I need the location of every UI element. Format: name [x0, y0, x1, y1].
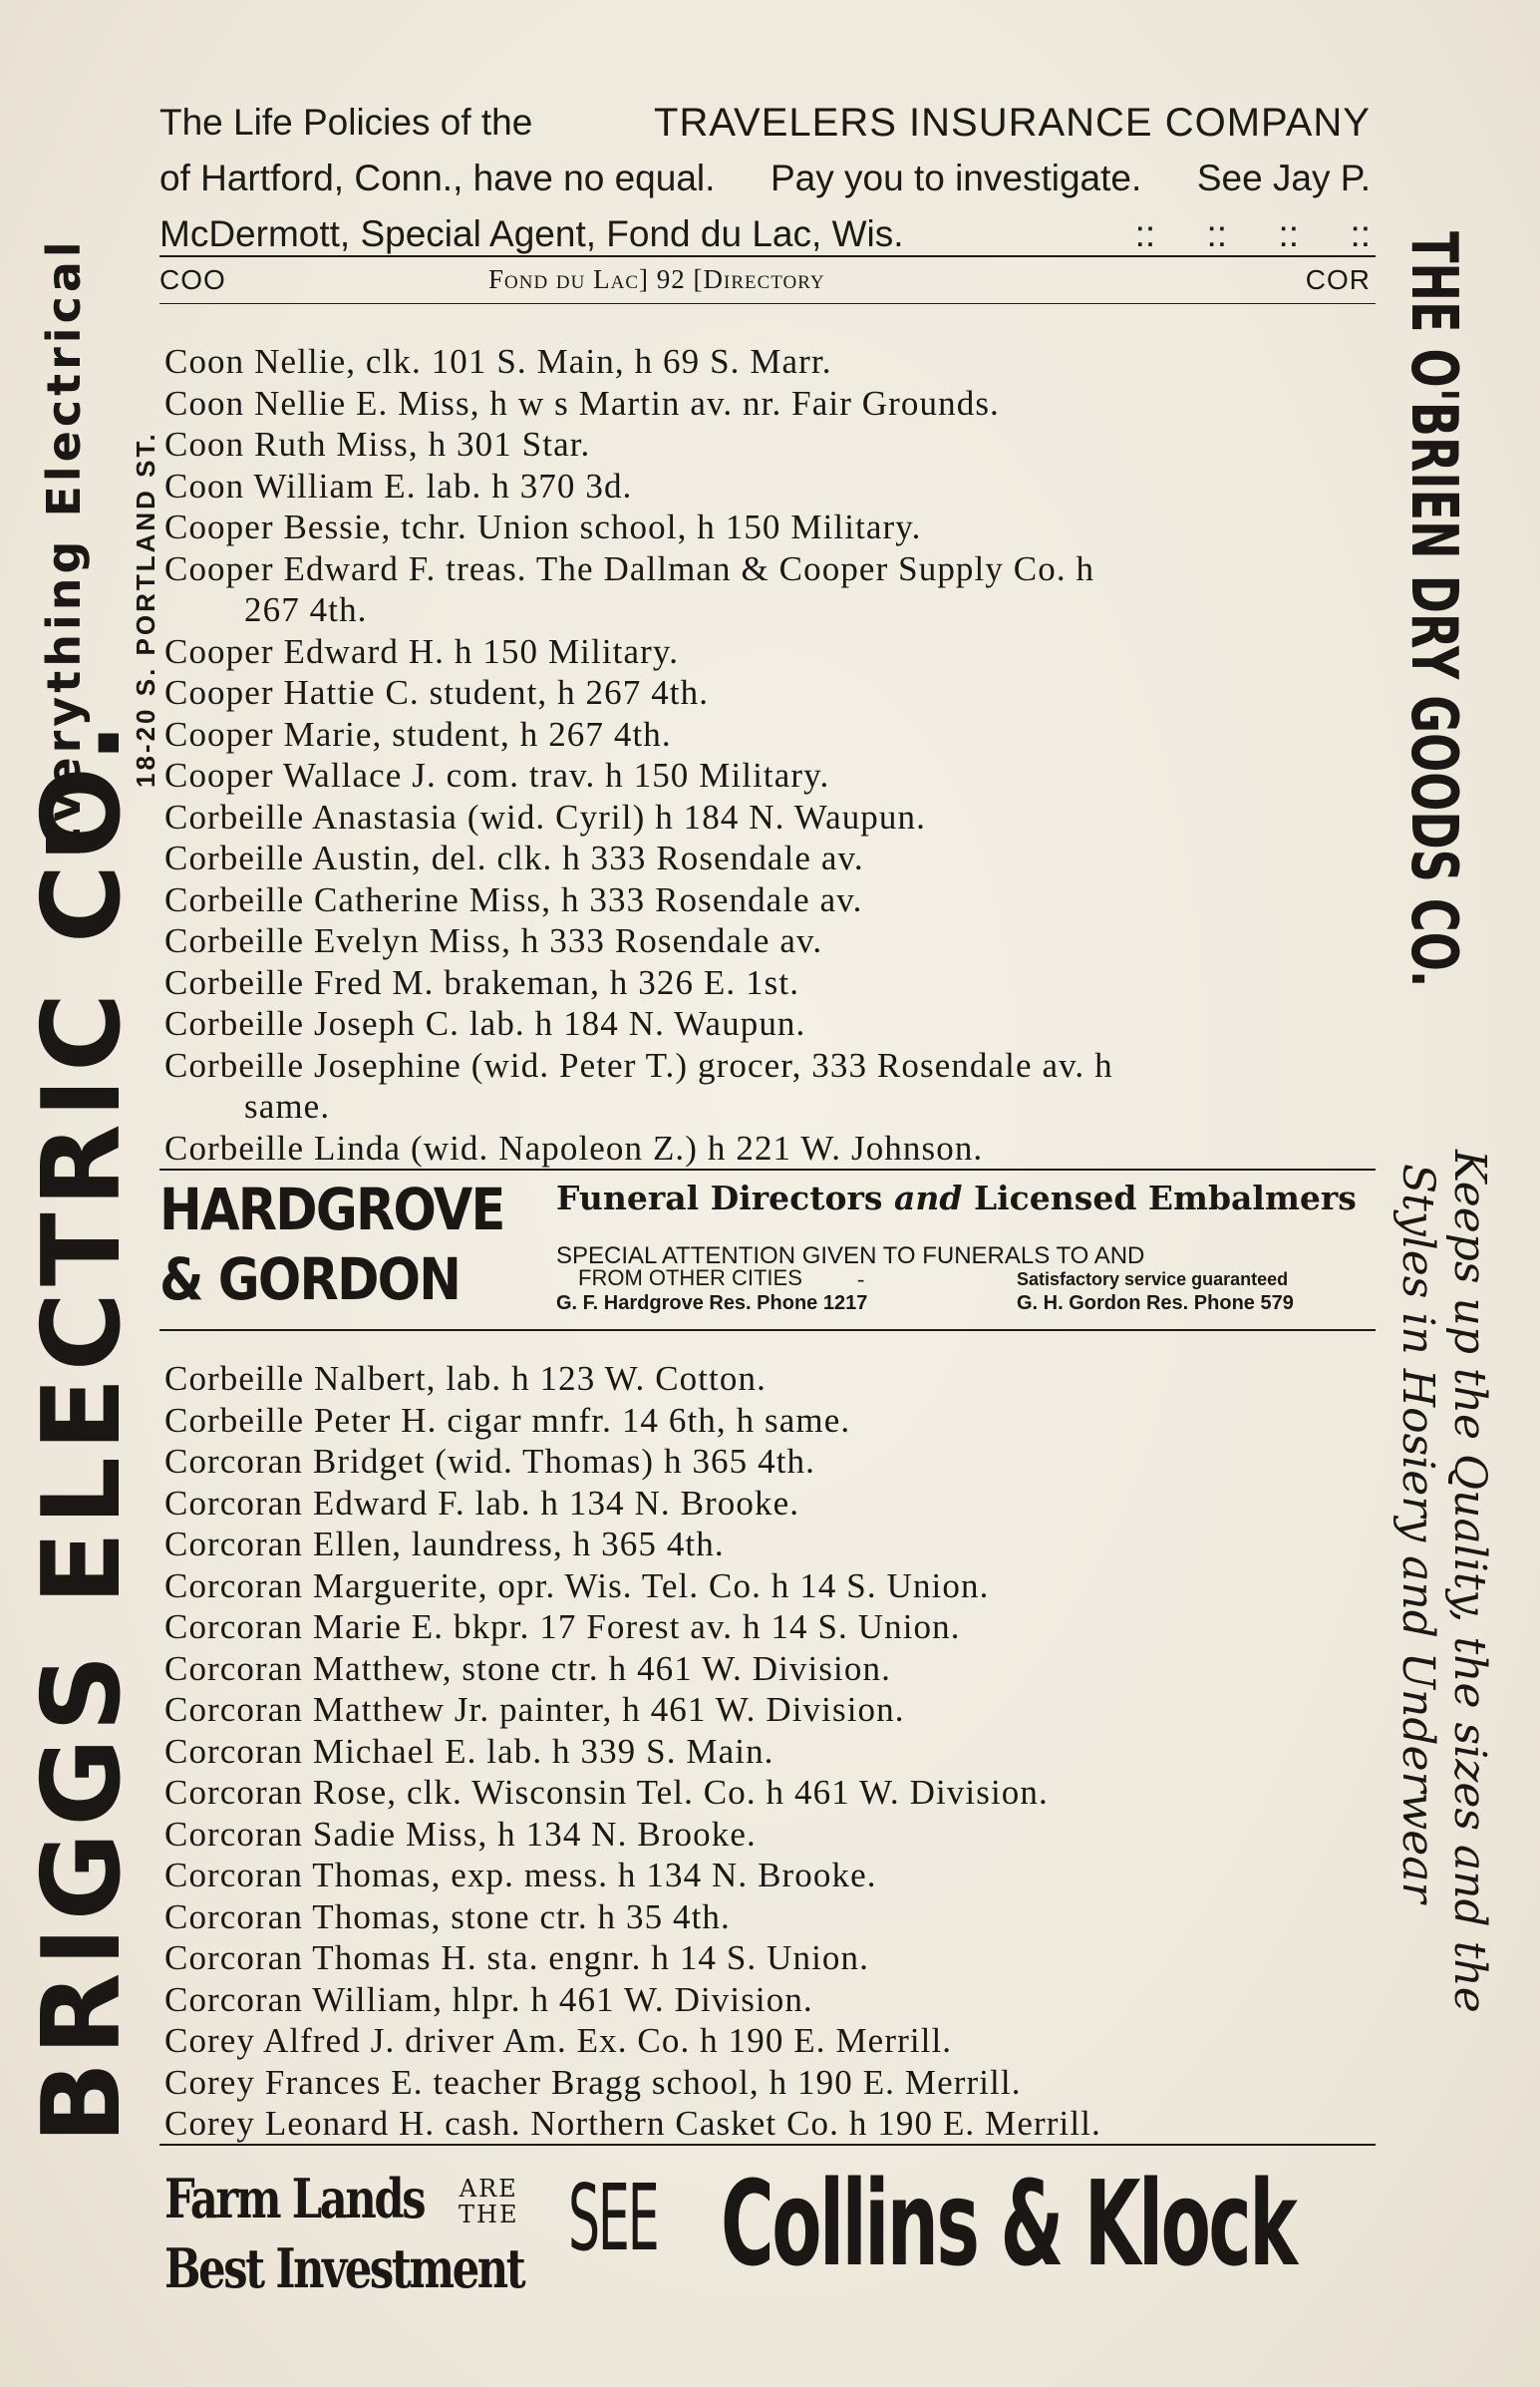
briggs-electric-name: BRIGGS ELECTRIC CO. — [20, 716, 145, 2144]
listing-entry: Corcoran Matthew, stone ctr. h 461 W. Division. — [164, 1648, 891, 1688]
funeral-ad-title — [556, 1179, 1357, 1217]
listing-entry: Coon Nellie, clk. 101 S. Main, h 69 S. Marr. — [164, 342, 832, 381]
funeral-directors-ad — [159, 1175, 1371, 1326]
funeral-ad-title-a: Funeral Directors — [556, 1179, 883, 1217]
listing-entry: Corbeille Joseph C. lab. h 184 N. Waupun. — [164, 1004, 806, 1043]
funeral-ad-phone-gordon: G. H. Gordon Res. Phone 579 — [1017, 1292, 1294, 1314]
funeral-ad-special-line1: SPECIAL ATTENTION GIVEN TO FUNERALS TO AND — [556, 1242, 1145, 1269]
listing-entry: Corcoran Thomas, stone ctr. h 35 4th. — [164, 1896, 731, 1936]
listing-entry: Cooper Edward F. treas. The Dallman & Cooper Supply Co. h — [164, 548, 1095, 588]
listing-entry: Corcoran Michael E. lab. h 339 S. Main. — [164, 1731, 774, 1771]
header-left-guide: COO — [159, 264, 226, 295]
header-center-title: Fond du Lac] 92 [Directory — [488, 264, 825, 294]
are-word: ARE — [459, 2175, 518, 2203]
insurance-ad-line2-b: Pay you to investigate. — [770, 158, 1142, 198]
listing-entry: Corbeille Anastasia (wid. Cyril) h 184 N. Waupun. — [164, 797, 926, 837]
funeral-ad-satisfactory: Satisfactory service guaranteed — [1017, 1269, 1289, 1289]
listing-entry: Corey Leonard H. cash. Northern Casket Co. h 190 E. Merrill. — [164, 2104, 1101, 2143]
listing-entry: Cooper Wallace J. com. trav. h 150 Military. — [164, 756, 830, 795]
farm-lands-line1: Farm Lands — [164, 2167, 425, 2230]
listing-entry: Cooper Hattie C. student, h 267 4th. — [164, 673, 710, 712]
farm-lands-ad — [159, 2154, 1371, 2303]
listing-entry: Corcoran Matthew Jr. painter, h 461 W. Division. — [164, 1690, 905, 1729]
funeral-firm-name — [159, 1175, 504, 1314]
obrien-dry-goods-name — [1393, 231, 1473, 1281]
insurance-ad-line2-a: of Hartford, Conn., have no equal. — [159, 158, 716, 198]
listing-entry: Corbeille Fred M. brakeman, h 326 E. 1st. — [164, 962, 800, 1002]
directory-listing-top — [164, 341, 1376, 1169]
bottom-ad-rule — [159, 2144, 1376, 2146]
listing-entry: Corcoran Marguerite, opr. Wis. Tel. Co. h 14 S. Union. — [164, 1565, 990, 1605]
listing-entry: Corey Frances E. teacher Bragg school, h 190 E. Merrill. — [164, 2062, 1022, 2102]
listing-entry: Corcoran Bridget (wid. Thomas) h 365 4th. — [164, 1442, 815, 1481]
obrien-slogan — [1386, 1150, 1495, 2013]
funeral-ad-phone-hardgrove: G. F. Hardgrove Res. Phone 1217 — [556, 1292, 868, 1314]
see-word: SEE — [568, 2165, 658, 2271]
listing-entry: Corey Alfred J. driver Am. Ex. Co. h 190 E. Merrill. — [164, 2021, 953, 2060]
listing-entry: Cooper Bessie, tchr. Union school, h 150 Military. — [164, 508, 922, 546]
funeral-ad-top-rule — [159, 1169, 1376, 1171]
funeral-ad-special — [556, 1244, 1354, 1267]
obrien-slogan-line1: Keeps up the Quality, the sizes and the — [1444, 1150, 1495, 2013]
listing-entry-continuation: same. — [244, 1087, 331, 1126]
listing-entry: Corbeille Austin, del. clk. h 333 Rosendale av. — [164, 839, 864, 877]
listing-entry: Corcoran William, hlpr. h 461 W. Division. — [164, 1979, 813, 2019]
directory-listing-bottom — [164, 1358, 1376, 2145]
header-rule — [159, 303, 1376, 304]
listing-entry: Corcoran Rose, clk. Wisconsin Tel. Co. h 461 W. Division. — [164, 1773, 1049, 1812]
funeral-ad-bottom-rule — [159, 1329, 1376, 1331]
the-word: THE — [459, 2201, 519, 2228]
insurance-ad — [159, 95, 1371, 262]
page-header — [159, 264, 1371, 304]
obrien-dry-goods-name-text: THE O'BRIEN DRY GOODS CO. — [1396, 231, 1470, 988]
header-right-guide: COR — [1305, 264, 1371, 295]
funeral-ad-dash: - — [857, 1266, 865, 1291]
listing-entry: Corcoran Marie E. bkpr. 17 Forest av. h 14 S. Union. — [164, 1607, 961, 1646]
listing-entry: Corcoran Edward F. lab. h 134 N. Brooke. — [164, 1483, 800, 1523]
briggs-electric-address: 18-20 S. PORTLAND ST. — [131, 431, 160, 788]
funeral-firm-name-line1: HARDGROVE — [159, 1176, 504, 1243]
listing-entry: Corbeille Evelyn Miss, h 333 Rosendale av. — [164, 921, 823, 960]
collins-klock-name: Collins & Klock — [721, 2155, 1296, 2292]
listing-entry-continuation: 267 4th. — [244, 590, 368, 629]
insurance-ad-line1-a: The Life Policies of the — [159, 102, 533, 143]
insurance-ad-ornament: :: :: :: :: — [1134, 213, 1371, 254]
listing-entry: Corbeille Josephine (wid. Peter T.) grocer, 333 Rosendale av. h — [164, 1045, 1113, 1085]
listing-entry: Corcoran Thomas H. sta. engnr. h 14 S. Union. — [164, 1938, 869, 1977]
funeral-ad-title-c: Licensed Embalmers — [973, 1179, 1357, 1217]
listing-entry: Coon William E. lab. h 370 3d. — [164, 466, 633, 506]
listing-entry: Cooper Edward H. h 150 Military. — [164, 631, 680, 671]
listing-entry: Corbeille Catherine Miss, h 333 Rosendale av. — [164, 879, 863, 919]
funeral-ad-title-b: and — [893, 1179, 963, 1217]
listing-entry: Cooper Marie, student, h 267 4th. — [164, 714, 672, 754]
insurance-company-name: TRAVELERS INSURANCE COMPANY — [654, 101, 1371, 145]
obrien-slogan-line2: Styles in Hosiery and Underwear — [1392, 1164, 1443, 1903]
listing-entry: Corbeille Nalbert, lab. h 123 W. Cotton. — [164, 1359, 767, 1398]
briggs-electric-tagline: Everything Electrical — [37, 237, 91, 857]
insurance-ad-line2-c: See Jay P. — [1196, 158, 1371, 198]
top-ad-rule — [159, 255, 1376, 257]
are-the-text — [459, 2176, 518, 2227]
listing-entry: Corbeille Linda (wid. Napoleon Z.) h 221 W. Johnson. — [164, 1128, 984, 1168]
listing-entry: Coon Ruth Miss, h 301 Star. — [164, 425, 591, 464]
insurance-ad-line3-a: McDermott, Special Agent, Fond du Lac, Wis. — [159, 213, 904, 254]
listing-entry: Corcoran Sadie Miss, h 134 N. Brooke. — [164, 1814, 757, 1854]
listing-entry: Corcoran Thomas, exp. mess. h 134 N. Brooke. — [164, 1856, 877, 1894]
farm-lands-line2: Best Investment — [164, 2236, 524, 2300]
listing-entry: Corbeille Peter H. cigar mnfr. 14 6th, h same. — [164, 1400, 851, 1440]
funeral-firm-name-line2: & GORDON — [159, 1245, 461, 1313]
funeral-ad-special-line2: FROM OTHER CITIES — [578, 1265, 802, 1290]
listing-entry: Coon Nellie E. Miss, h w s Martin av. nr. Fair Grounds. — [164, 383, 1000, 423]
listing-entry: Corcoran Ellen, laundress, h 365 4th. — [164, 1525, 725, 1563]
